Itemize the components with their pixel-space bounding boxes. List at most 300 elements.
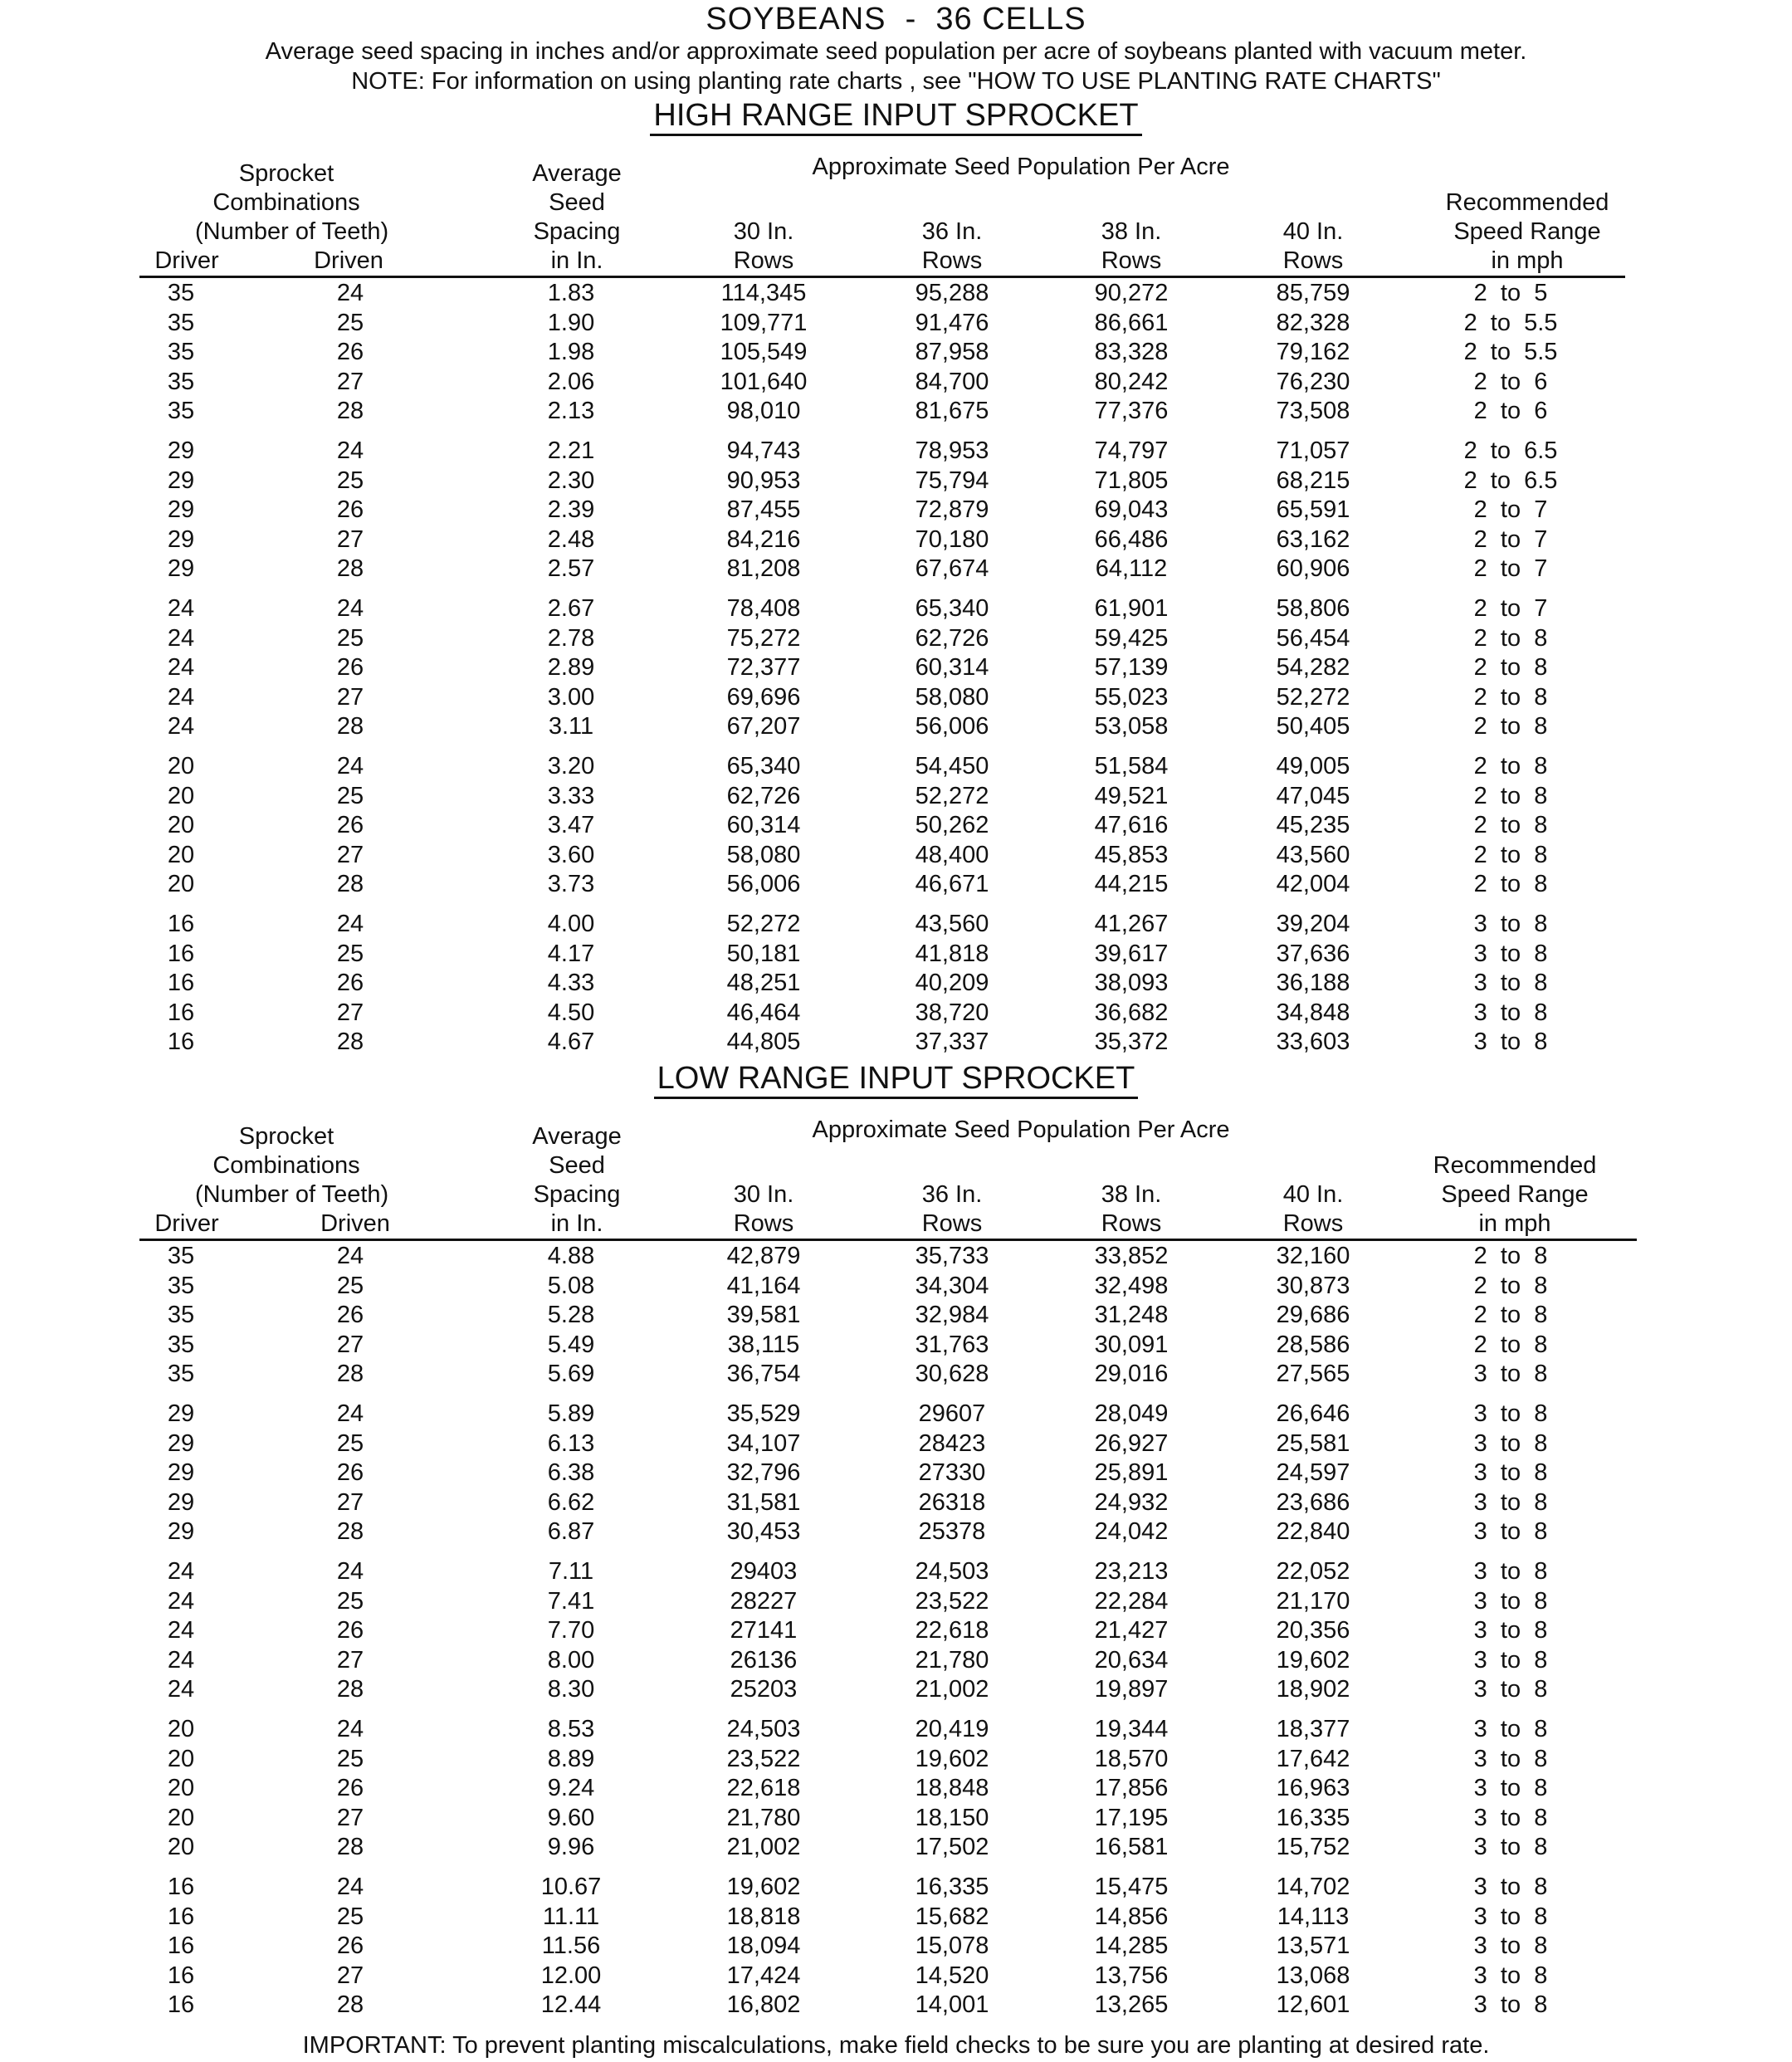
pop40-cell: 73,508 <box>1276 398 1350 425</box>
pop40-cell: 14,702 <box>1276 1874 1350 1900</box>
speed-range-cell: 3 to 8 <box>1473 1716 1548 1742</box>
speed-range-cell: 3 to 8 <box>1473 911 1548 937</box>
spacing-cell: 5.69 <box>547 1361 595 1388</box>
pop30-cell: 31,581 <box>726 1488 801 1516</box>
speed-range-cell: 3 to 8 <box>1473 1745 1548 1772</box>
table-row <box>0 396 1792 426</box>
table-row <box>0 652 1792 682</box>
pop36-cell: 34,304 <box>915 1272 989 1299</box>
spacing-cell: 5.49 <box>547 1331 595 1358</box>
pop40-cell: 37,636 <box>1276 940 1350 967</box>
pop36-cell: 54,450 <box>915 753 989 779</box>
driven-cell: 28 <box>336 1676 364 1703</box>
driver-cell: 16 <box>167 1962 195 1989</box>
pop36-cell: 21,780 <box>915 1646 989 1674</box>
pop30-cell: 28227 <box>730 1587 798 1615</box>
pop40-cell: 25,581 <box>1276 1429 1350 1457</box>
pop38-cell: 59,425 <box>1094 624 1169 652</box>
driven-cell: 24 <box>336 911 364 937</box>
spacing-cell: 7.11 <box>548 1558 594 1585</box>
pop38-cell: 69,043 <box>1094 496 1169 524</box>
pop36-cell: 19,602 <box>915 1745 989 1772</box>
chart-title: SOYBEANS - 36 CELLS <box>706 2 1086 37</box>
speed-range-cell: 2 to 6.5 <box>1463 467 1558 494</box>
pop30-cell: 81,208 <box>726 555 801 583</box>
pop36-cell: 56,006 <box>915 713 989 740</box>
spacing-cell: 1.98 <box>547 339 595 366</box>
pop40-cell: 63,162 <box>1276 525 1350 553</box>
sprocket-header: Sprocket Combinations (Number of Teeth) <box>195 1123 389 1208</box>
pop38-cell: 64,112 <box>1095 555 1168 583</box>
pop30-cell: 46,464 <box>726 999 801 1026</box>
sprocket-header: Sprocket Combinations (Number of Teeth) <box>195 160 389 245</box>
pop30-cell: 52,272 <box>726 911 801 937</box>
spacing-cell: 3.20 <box>547 753 595 779</box>
table-row <box>0 1300 1792 1330</box>
spacing-cell: 4.88 <box>547 1243 595 1269</box>
spacing-cell: 12.44 <box>540 1991 602 2019</box>
pop38-cell: 47,616 <box>1094 812 1169 839</box>
driver-cell: 24 <box>167 654 195 682</box>
pop30-cell: 90,953 <box>726 467 801 494</box>
driver-cell: 35 <box>167 1272 195 1299</box>
driven-cell: 28 <box>336 1361 364 1388</box>
pop30-cell: 48,251 <box>726 970 801 997</box>
pop38-cell: 19,344 <box>1094 1716 1169 1742</box>
spacing-cell: 11.11 <box>542 1903 600 1930</box>
pop36-cell: 27330 <box>918 1459 986 1487</box>
table-row <box>0 594 1792 623</box>
driver-cell: 35 <box>167 398 195 425</box>
pop40-cell: 24,597 <box>1276 1459 1350 1487</box>
driver-cell: 24 <box>167 1676 195 1703</box>
driven-cell: 26 <box>336 496 364 524</box>
speed-range-cell: 2 to 5.5 <box>1463 309 1558 336</box>
pop36-cell: 72,879 <box>915 496 989 524</box>
pop40-cell: 65,591 <box>1276 496 1350 524</box>
speed-range-cell: 2 to 8 <box>1473 1331 1548 1358</box>
speed-range-cell: 3 to 8 <box>1473 1558 1548 1585</box>
speed-range-cell: 2 to 8 <box>1473 683 1548 711</box>
driven-cell: 26 <box>336 339 364 366</box>
table-row <box>0 1744 1792 1774</box>
speed-range-cell: 2 to 6.5 <box>1463 437 1558 464</box>
spacing-cell: 2.39 <box>547 496 595 524</box>
chart-subtitle: Average seed spacing in inches and/or approximate seed population per acre of soybeans planted with vacuum meter. <box>265 38 1527 65</box>
driven-cell: 24 <box>336 1400 364 1427</box>
spacing-cell: 3.11 <box>548 713 594 740</box>
pop40-cell: 18,377 <box>1276 1716 1350 1742</box>
pop36-cell: 37,337 <box>915 1029 989 1056</box>
pop38-cell: 24,042 <box>1094 1518 1169 1546</box>
pop36-cell: 18,150 <box>915 1804 989 1831</box>
driven-cell: 27 <box>336 1646 364 1674</box>
spacing-cell: 2.06 <box>547 368 595 395</box>
pop30-cell: 75,272 <box>726 624 801 652</box>
pop40-cell: 34,848 <box>1276 999 1350 1026</box>
pop40-cell: 16,963 <box>1276 1775 1350 1802</box>
driver-cell: 20 <box>167 871 195 898</box>
driven-cell: 25 <box>336 624 364 652</box>
pop38-cell: 86,661 <box>1094 309 1169 336</box>
pop40-cell: 23,686 <box>1276 1488 1350 1516</box>
speed-range-header: Recommended Speed Range in mph <box>1433 1152 1597 1237</box>
speed-range-cell: 2 to 7 <box>1473 595 1548 622</box>
speed-range-cell: 2 to 8 <box>1473 1302 1548 1329</box>
row36-header: 36 In. Rows <box>921 1181 983 1237</box>
pop36-cell: 70,180 <box>915 525 989 553</box>
spacing-cell: 2.30 <box>547 467 595 494</box>
driver-cell: 16 <box>167 1933 195 1960</box>
pop30-cell: 84,216 <box>726 525 801 553</box>
pop30-cell: 58,080 <box>726 841 801 868</box>
speed-range-cell: 2 to 8 <box>1473 654 1548 682</box>
pop36-cell: 52,272 <box>915 782 989 809</box>
spacing-cell: 2.89 <box>547 654 595 682</box>
pop36-cell: 50,262 <box>915 812 989 839</box>
table-row <box>0 1330 1792 1360</box>
table-row <box>0 554 1792 584</box>
pop40-cell: 17,642 <box>1276 1745 1350 1772</box>
spacing-cell: 3.33 <box>547 782 595 809</box>
driver-cell: 16 <box>167 940 195 967</box>
pop30-cell: 109,771 <box>720 309 808 336</box>
spacing-cell: 4.50 <box>547 999 595 1026</box>
driven-cell: 25 <box>336 1587 364 1615</box>
pop30-cell: 94,743 <box>726 437 801 464</box>
pop38-cell: 15,475 <box>1094 1874 1169 1900</box>
spacing-cell: 8.00 <box>547 1646 595 1674</box>
pop36-cell: 31,763 <box>915 1331 989 1358</box>
pop38-cell: 29,016 <box>1094 1361 1169 1388</box>
spacing-cell: 1.90 <box>547 309 595 336</box>
driver-cell: 16 <box>167 1991 195 2019</box>
speed-range-cell: 3 to 8 <box>1473 1874 1548 1900</box>
pop30-cell: 41,164 <box>726 1272 801 1299</box>
driver-cell: 24 <box>167 683 195 711</box>
pop40-cell: 56,454 <box>1276 624 1350 652</box>
pop30-cell: 16,802 <box>726 1991 801 2019</box>
driver-cell: 35 <box>167 339 195 366</box>
pop36-cell: 41,818 <box>915 940 989 967</box>
driven-cell: 25 <box>336 782 364 809</box>
pop38-cell: 80,242 <box>1094 368 1169 395</box>
table-row <box>0 337 1792 367</box>
pop30-cell: 35,529 <box>726 1400 801 1427</box>
pop30-cell: 18,818 <box>726 1903 801 1930</box>
spacing-cell: 4.17 <box>547 940 595 967</box>
driver-cell: 20 <box>167 1716 195 1742</box>
driver-cell: 16 <box>167 911 195 937</box>
pop38-cell: 17,195 <box>1094 1804 1169 1831</box>
pop40-cell: 60,906 <box>1276 555 1350 583</box>
pop38-cell: 31,248 <box>1094 1302 1169 1329</box>
speed-range-cell: 3 to 8 <box>1473 1518 1548 1546</box>
spacing-cell: 4.00 <box>547 911 595 937</box>
speed-range-cell: 2 to 8 <box>1473 1272 1548 1299</box>
driven-cell: 25 <box>336 1272 364 1299</box>
pop38-cell: 49,521 <box>1094 782 1169 809</box>
table-row <box>0 909 1792 939</box>
spacing-cell: 5.28 <box>547 1302 595 1329</box>
table-row <box>0 1990 1792 2020</box>
driver-cell: 29 <box>167 555 195 583</box>
pop36-cell: 15,682 <box>915 1903 989 1930</box>
pop38-cell: 28,049 <box>1094 1400 1169 1427</box>
pop36-cell: 21,002 <box>915 1676 989 1703</box>
chart-note: NOTE: For information on using planting rate charts , see "HOW TO USE PLANTING RATE CHARTS" <box>351 68 1441 95</box>
pop38-cell: 30,091 <box>1094 1331 1169 1358</box>
speed-range-cell: 3 to 8 <box>1473 1400 1548 1427</box>
speed-range-cell: 3 to 8 <box>1473 1617 1548 1644</box>
pop38-cell: 16,581 <box>1094 1834 1169 1861</box>
spacing-cell: 5.89 <box>547 1400 595 1427</box>
population-header: Approximate Seed Population Per Acre <box>812 154 1230 180</box>
pop38-cell: 33,852 <box>1094 1243 1169 1269</box>
pop30-cell: 29403 <box>730 1558 798 1585</box>
pop40-cell: 32,160 <box>1276 1243 1350 1269</box>
pop40-cell: 26,646 <box>1276 1400 1350 1427</box>
driver-cell: 29 <box>167 467 195 494</box>
spacing-cell: 7.70 <box>547 1617 595 1644</box>
driven-cell: 27 <box>336 999 364 1026</box>
pop36-cell: 60,314 <box>915 654 989 682</box>
table-row <box>0 1271 1792 1301</box>
spacing-cell: 4.33 <box>547 970 595 997</box>
pop30-cell: 30,453 <box>726 1518 801 1546</box>
driven-cell: 26 <box>336 1617 364 1644</box>
driven-cell: 27 <box>336 1488 364 1516</box>
spacing-cell: 12.00 <box>540 1962 602 1989</box>
driven-cell: 25 <box>336 1903 364 1930</box>
driven-header: Driven <box>314 247 383 274</box>
driven-cell: 24 <box>336 753 364 779</box>
pop36-cell: 29607 <box>918 1400 986 1427</box>
driven-cell: 27 <box>336 525 364 553</box>
table-row <box>0 1961 1792 1991</box>
driver-cell: 24 <box>167 1646 195 1674</box>
driver-cell: 24 <box>167 713 195 740</box>
driver-header: Driver <box>154 1210 219 1237</box>
pop30-cell: 17,424 <box>726 1962 801 1989</box>
pop36-cell: 43,560 <box>915 911 989 937</box>
spacing-cell: 7.41 <box>547 1587 595 1615</box>
pop30-cell: 22,618 <box>726 1775 801 1802</box>
pop38-cell: 14,856 <box>1094 1903 1169 1930</box>
pop38-cell: 13,756 <box>1094 1962 1169 1989</box>
driven-cell: 26 <box>336 1775 364 1802</box>
speed-range-cell: 2 to 6 <box>1473 368 1548 395</box>
driver-cell: 20 <box>167 1804 195 1831</box>
pop30-cell: 78,408 <box>726 595 801 622</box>
spacing-cell: 2.21 <box>547 437 595 464</box>
pop40-cell: 18,902 <box>1276 1676 1350 1703</box>
table-row <box>0 1902 1792 1932</box>
driven-cell: 24 <box>336 280 364 306</box>
pop38-cell: 61,901 <box>1094 595 1169 622</box>
pop30-cell: 101,640 <box>720 368 808 395</box>
pop30-cell: 56,006 <box>726 871 801 898</box>
speed-range-cell: 2 to 5.5 <box>1463 339 1558 366</box>
pop30-cell: 21,780 <box>726 1804 801 1831</box>
speed-range-cell: 3 to 8 <box>1473 1804 1548 1831</box>
important-footer: IMPORTANT: To prevent planting miscalculations, make field checks to be sure you are planting at desired rate. <box>302 2032 1490 2059</box>
table-row <box>0 1399 1792 1429</box>
driven-cell: 25 <box>336 1745 364 1772</box>
pop40-cell: 13,068 <box>1276 1962 1350 1989</box>
pop30-cell: 44,805 <box>726 1029 801 1056</box>
table-row <box>0 436 1792 466</box>
pop30-cell: 34,107 <box>726 1429 801 1457</box>
driver-cell: 20 <box>167 753 195 779</box>
driver-cell: 20 <box>167 1834 195 1861</box>
driven-cell: 28 <box>336 555 364 583</box>
driver-cell: 20 <box>167 1745 195 1772</box>
pop38-cell: 44,215 <box>1094 871 1169 898</box>
table-row <box>0 1803 1792 1833</box>
driven-cell: 24 <box>336 595 364 622</box>
speed-range-cell: 3 to 8 <box>1473 1676 1548 1703</box>
spacing-cell: 6.13 <box>547 1429 595 1457</box>
spacing-cell: 11.56 <box>541 1933 601 1960</box>
driven-cell: 28 <box>336 713 364 740</box>
driver-cell: 24 <box>167 1558 195 1585</box>
pop36-cell: 78,953 <box>915 437 989 464</box>
pop36-cell: 26318 <box>918 1488 986 1516</box>
pop38-cell: 35,372 <box>1094 1029 1169 1056</box>
pop40-cell: 36,188 <box>1276 970 1350 997</box>
spacing-cell: 9.60 <box>547 1804 595 1831</box>
pop36-cell: 14,520 <box>915 1962 989 1989</box>
speed-range-cell: 2 to 8 <box>1473 753 1548 779</box>
speed-range-cell: 3 to 8 <box>1473 970 1548 997</box>
speed-range-cell: 3 to 8 <box>1473 1029 1548 1056</box>
row36-header: 36 In. Rows <box>921 218 983 274</box>
driver-cell: 29 <box>167 437 195 464</box>
row38-header: 38 In. Rows <box>1101 1181 1162 1237</box>
pop30-cell: 65,340 <box>726 753 801 779</box>
table-row <box>0 525 1792 555</box>
pop30-cell: 38,115 <box>727 1331 800 1358</box>
speed-range-cell: 2 to 7 <box>1473 496 1548 524</box>
pop30-cell: 69,696 <box>726 683 801 711</box>
pop40-cell: 47,045 <box>1276 782 1350 809</box>
driven-cell: 26 <box>336 1933 364 1960</box>
pop40-cell: 20,356 <box>1276 1617 1350 1644</box>
table-row <box>0 939 1792 969</box>
driver-cell: 29 <box>167 496 195 524</box>
pop30-cell: 87,455 <box>726 496 801 524</box>
pop36-cell: 35,733 <box>915 1243 989 1269</box>
population-header: Approximate Seed Population Per Acre <box>812 1117 1230 1143</box>
pop38-cell: 17,856 <box>1094 1775 1169 1802</box>
speed-range-cell: 2 to 8 <box>1473 871 1548 898</box>
pop38-cell: 21,427 <box>1094 1617 1169 1644</box>
driver-cell: 29 <box>167 1488 195 1516</box>
speed-range-cell: 3 to 8 <box>1473 999 1548 1026</box>
spacing-cell: 2.78 <box>547 624 595 652</box>
driver-cell: 20 <box>167 841 195 868</box>
driven-cell: 27 <box>336 1962 364 1989</box>
driver-cell: 20 <box>167 1775 195 1802</box>
row40-header: 40 In. Rows <box>1282 218 1344 274</box>
driven-cell: 28 <box>336 1991 364 2019</box>
pop38-cell: 57,139 <box>1094 654 1169 682</box>
driver-cell: 35 <box>167 1361 195 1388</box>
table-row <box>0 1429 1792 1459</box>
pop36-cell: 32,984 <box>915 1302 989 1329</box>
speed-range-cell: 2 to 7 <box>1473 525 1548 553</box>
table-row <box>0 1556 1792 1586</box>
avg-spacing-header: Average Seed Spacing in In. <box>532 1123 622 1237</box>
table-row <box>0 1773 1792 1803</box>
speed-range-header: Recommended Speed Range in mph <box>1445 189 1609 274</box>
pop36-cell: 65,340 <box>915 595 989 622</box>
pop36-cell: 81,675 <box>915 398 989 425</box>
pop30-cell: 42,879 <box>726 1243 801 1269</box>
pop30-cell: 50,181 <box>726 940 801 967</box>
spacing-cell: 2.57 <box>547 555 595 583</box>
speed-range-cell: 2 to 6 <box>1473 398 1548 425</box>
section-title: LOW RANGE INPUT SPROCKET <box>0 1061 1792 1099</box>
pop30-cell: 32,796 <box>726 1459 801 1487</box>
pop40-cell: 12,601 <box>1276 1991 1350 2019</box>
pop38-cell: 39,617 <box>1094 940 1169 967</box>
pop40-cell: 68,215 <box>1276 467 1350 494</box>
pop40-cell: 82,328 <box>1276 309 1350 336</box>
row30-header: 30 In. Rows <box>733 218 794 274</box>
driver-cell: 29 <box>167 1518 195 1546</box>
spacing-cell: 3.60 <box>547 841 595 868</box>
pop40-cell: 58,806 <box>1276 595 1350 622</box>
driver-cell: 29 <box>167 1400 195 1427</box>
driver-cell: 16 <box>167 1903 195 1930</box>
driven-cell: 24 <box>336 1716 364 1742</box>
table-row <box>0 1872 1792 1902</box>
pop38-cell: 23,213 <box>1094 1558 1169 1585</box>
pop30-cell: 114,345 <box>720 280 807 306</box>
pop36-cell: 28423 <box>918 1429 986 1457</box>
driver-cell: 16 <box>167 1874 195 1900</box>
pop36-cell: 16,335 <box>915 1874 989 1900</box>
pop38-cell: 77,376 <box>1094 398 1169 425</box>
table-row <box>0 1931 1792 1961</box>
pop38-cell: 90,272 <box>1094 280 1169 306</box>
pop40-cell: 15,752 <box>1276 1834 1350 1861</box>
pop30-cell: 21,002 <box>726 1834 801 1861</box>
spacing-cell: 6.87 <box>547 1518 595 1546</box>
pop40-cell: 22,840 <box>1276 1518 1350 1546</box>
spacing-cell: 10.67 <box>540 1874 602 1900</box>
table-row <box>0 998 1792 1028</box>
pop36-cell: 67,674 <box>915 555 989 583</box>
driven-cell: 27 <box>336 368 364 395</box>
table-row <box>0 623 1792 653</box>
table-row <box>0 1615 1792 1645</box>
spacing-cell: 2.13 <box>547 398 595 425</box>
table-row <box>0 1027 1792 1057</box>
driven-cell: 28 <box>336 1029 364 1056</box>
speed-range-cell: 3 to 8 <box>1473 1429 1548 1457</box>
pop38-cell: 53,058 <box>1094 713 1169 740</box>
table-row <box>0 840 1792 870</box>
table-row <box>0 1674 1792 1704</box>
spacing-cell: 3.73 <box>547 871 595 898</box>
table-row <box>0 367 1792 397</box>
pop30-cell: 27141 <box>730 1617 798 1644</box>
pop40-cell: 21,170 <box>1276 1587 1350 1615</box>
driver-cell: 29 <box>167 1459 195 1487</box>
